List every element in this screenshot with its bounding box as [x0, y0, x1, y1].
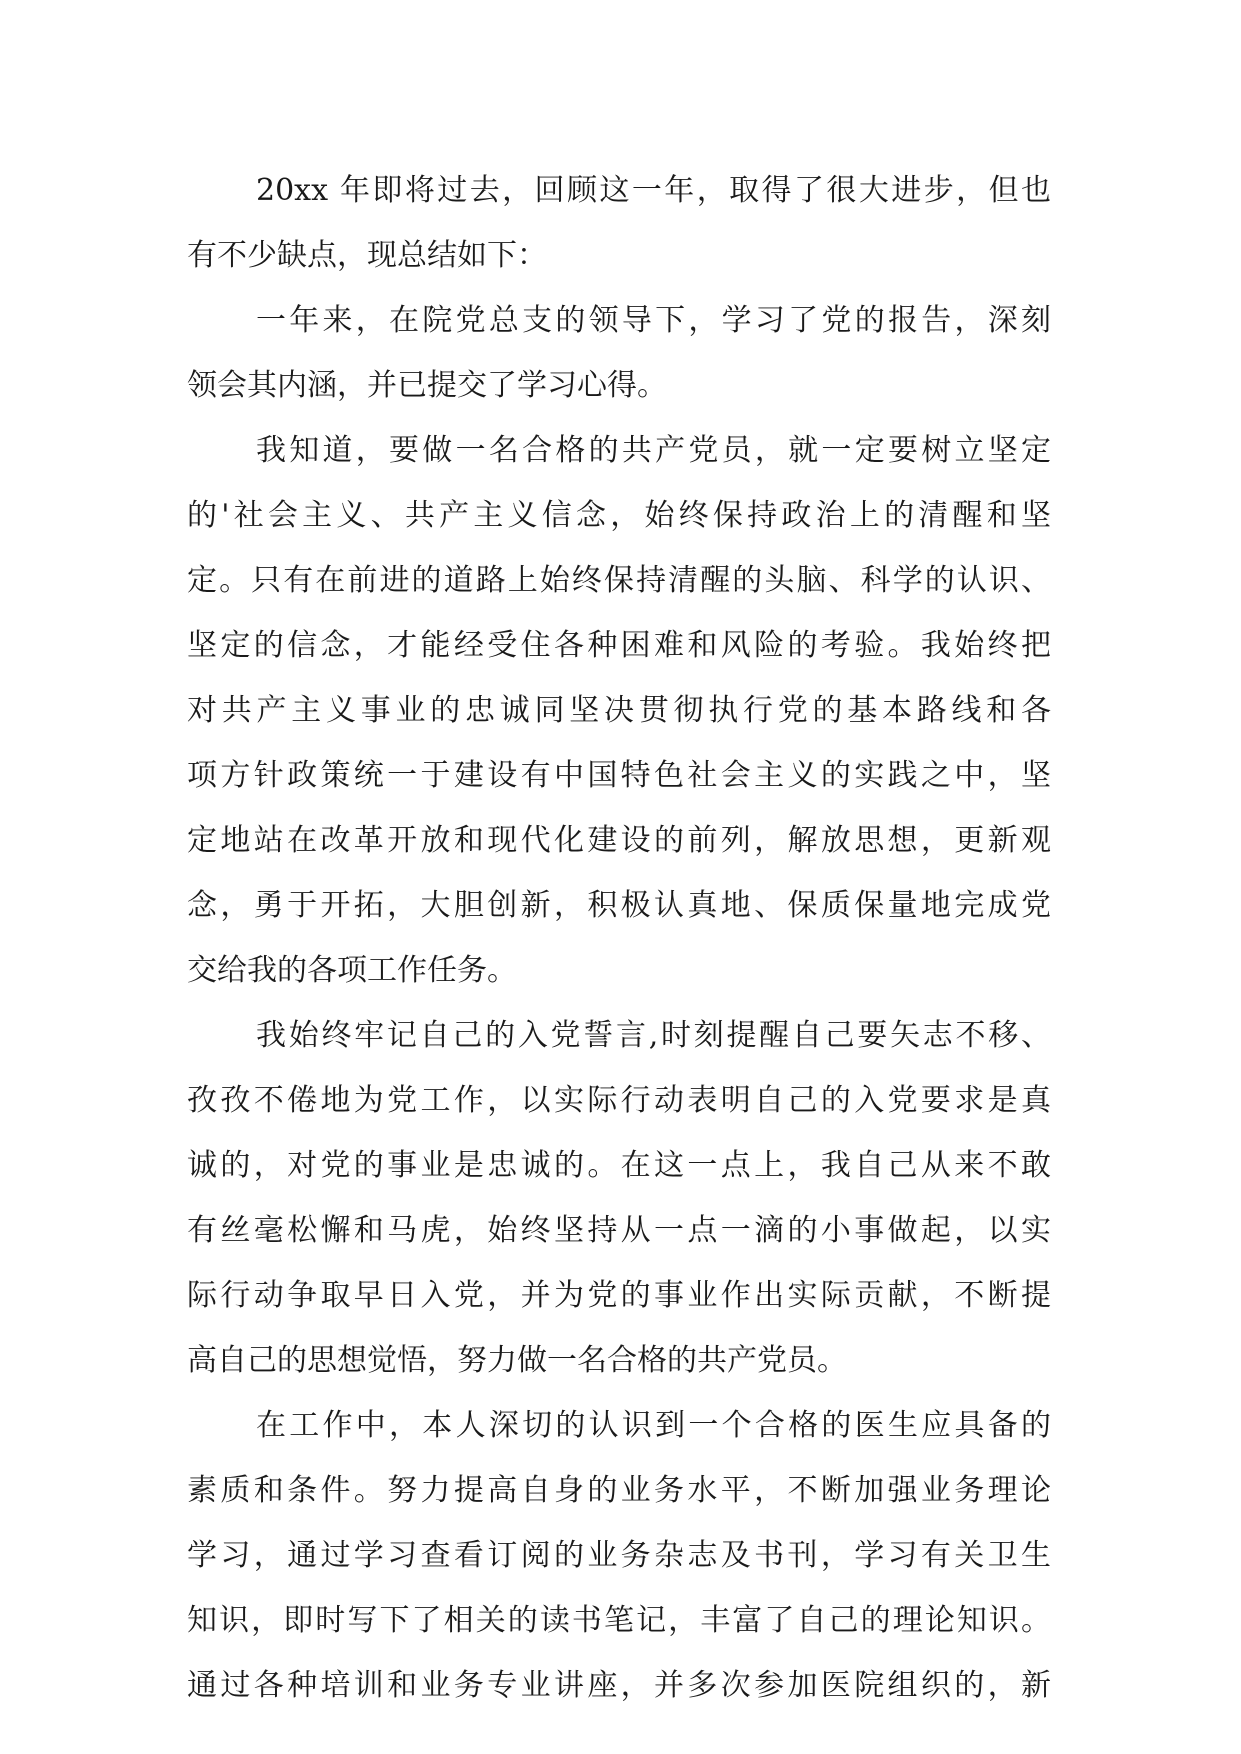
text-line-13: 交给我的各项工作任务。: [187, 953, 517, 988]
text-line-4: 领会其内涵，并已提交了学习心得。: [187, 368, 667, 403]
text-line-2: 有不少缺点，现总结如下：: [187, 238, 547, 273]
text-line-18: 际行动争取早日入党，并为党的事业作出实际贡献，不断提: [187, 1278, 1051, 1313]
text-line-20: 在工作中，本人深切的认识到一个合格的医生应具备的: [256, 1408, 1051, 1443]
text-line-21: 素质和条件。努力提高自身的业务水平，不断加强业务理论: [187, 1473, 1051, 1508]
text-line-14: 我始终牢记自己的入党誓言,时刻提醒自己要矢志不移、: [256, 1018, 1051, 1053]
text-line-11: 定地站在改革开放和现代化建设的前列，解放思想，更新观: [187, 823, 1051, 858]
text-line-24: 通过各种培训和业务专业讲座，并多次参加医院组织的，新: [187, 1668, 1051, 1703]
text-line-23: 知识，即时写下了相关的读书笔记，丰富了自己的理论知识。: [187, 1603, 1051, 1638]
text-line-10: 项方针政策统一于建设有中国特色社会主义的实践之中，坚: [187, 758, 1051, 793]
text-line-8: 坚定的信念，才能经受住各种困难和风险的考验。我始终把: [187, 628, 1051, 663]
text-line-9: 对共产主义事业的忠诚同坚决贯彻执行党的基本路线和各: [187, 693, 1051, 728]
text-line-22: 学习，通过学习查看订阅的业务杂志及书刊，学习有关卫生: [187, 1538, 1051, 1573]
text-line-3: 一年来，在院党总支的领导下，学习了党的报告，深刻: [256, 303, 1051, 338]
text-line-7: 定。只有在前进的道路上始终保持清醒的头脑、科学的认识、: [187, 563, 1051, 598]
text-line-6: 的'社会主义、共产主义信念，始终保持政治上的清醒和坚: [187, 498, 1051, 533]
text-line-5: 我知道，要做一名合格的共产党员，就一定要树立坚定: [256, 433, 1051, 468]
text-line-16: 诚的，对党的事业是忠诚的。在这一点上，我自己从来不敢: [187, 1148, 1051, 1183]
text-line-17: 有丝毫松懈和马虎，始终坚持从一点一滴的小事做起，以实: [187, 1213, 1051, 1248]
text-line-1: 20xx 年即将过去，回顾这一年，取得了很大进步，但也: [256, 173, 1051, 208]
text-line-12: 念，勇于开拓，大胆创新，积极认真地、保质保量地完成党: [187, 888, 1051, 923]
text-line-15: 孜孜不倦地为党工作，以实际行动表明自己的入党要求是真: [187, 1083, 1051, 1118]
text-line-19: 高自己的思想觉悟，努力做一名合格的共产党员。: [187, 1343, 847, 1378]
document-body: [187, 158, 1051, 1718]
